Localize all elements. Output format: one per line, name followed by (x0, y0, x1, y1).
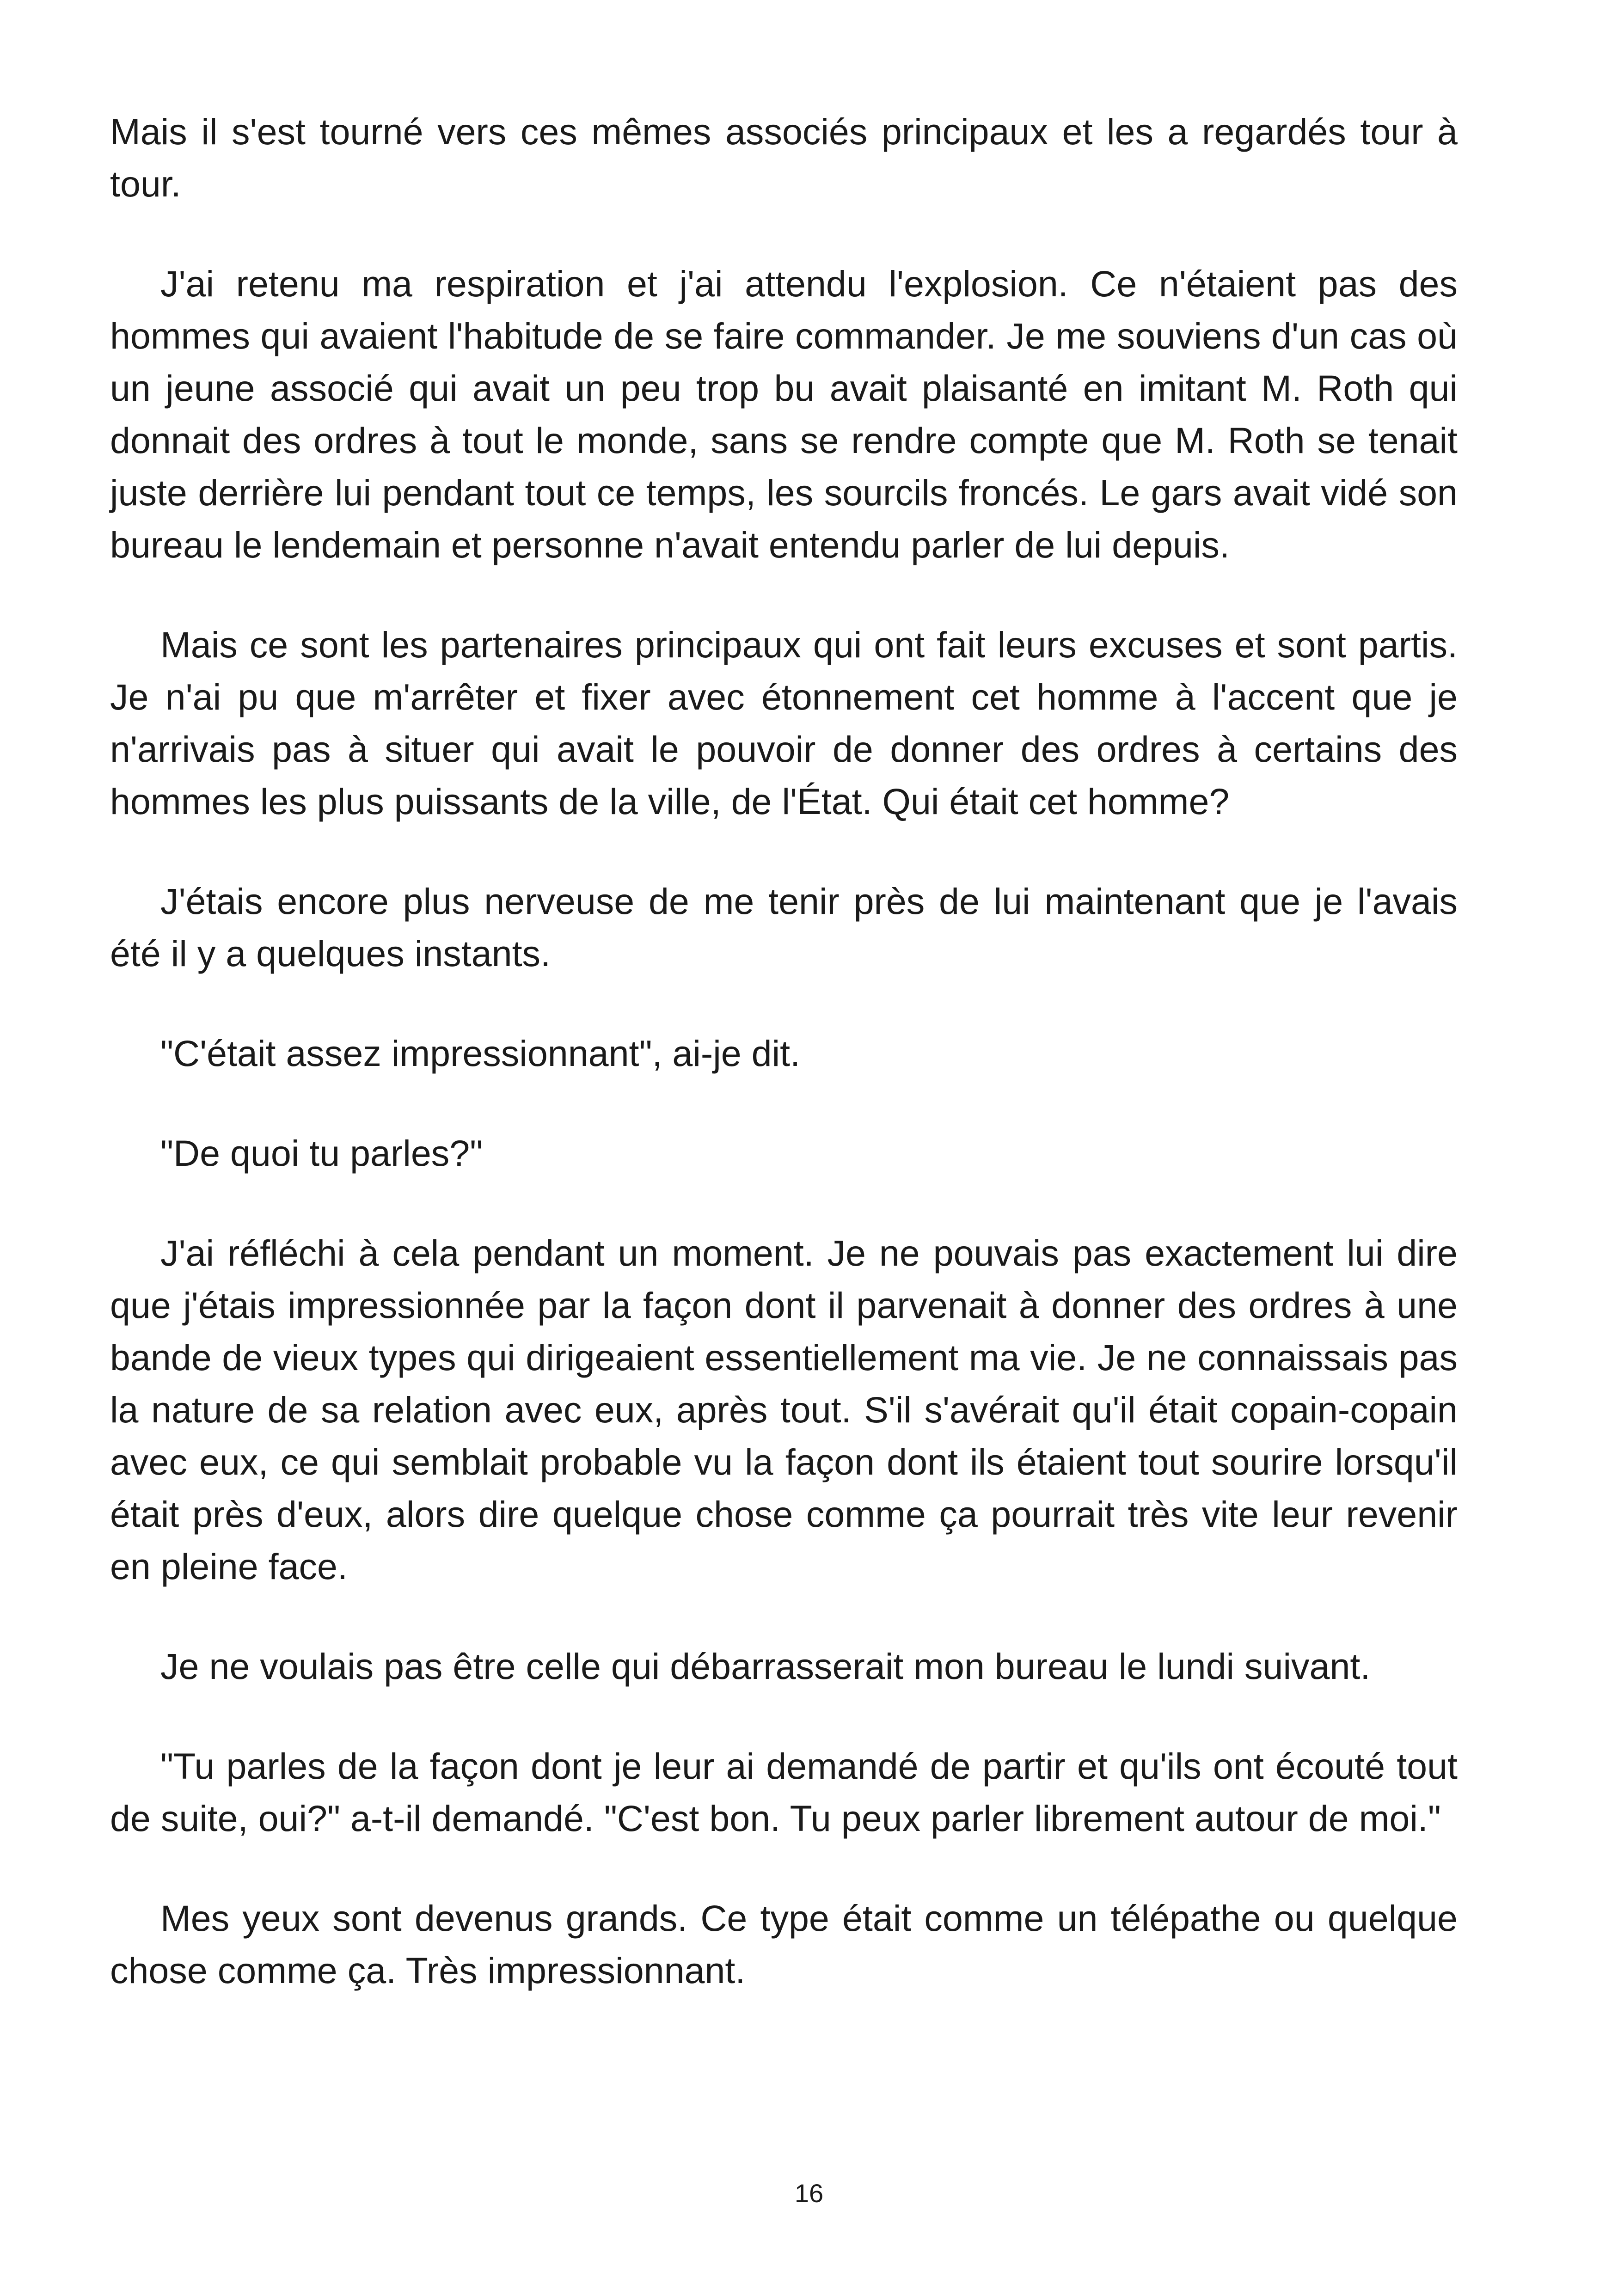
paragraph-10: Mes yeux sont devenus grands. Ce type était comme un télépathe ou quelque chose comme ça. Très impressionnant. (110, 1898, 1458, 1991)
paragraph-2: J'ai retenu ma respiration et j'ai attendu l'explosion. Ce n'étaient pas des hommes qui avaient l'habitude de se faire commander. Je me souviens d'un cas où un jeune associé qui avait un peu trop bu avait plaisanté en imitant M. Roth qui donnait des ordres à tout le monde, sans se rendre compte que M. Roth se tenait juste derrière lui pendant tout ce temps, les sourcils froncés. Le gars avait vidé son bureau le lendemain et personne n'avait entendu parler de lui depuis. (110, 263, 1458, 565)
page-number: 16 (794, 2179, 824, 2208)
paragraph-3: Mais ce sont les partenaires principaux qui ont fait leurs excuses et sont partis. Je n'ai pu que m'arrêter et fixer avec étonnement cet homme à l'accent que je n'arrivais pas à situer qui avait le pouvoir de donner des ordres à certains des hommes les plus puissants de la ville, de l'État. Qui était cet homme? (110, 624, 1458, 822)
paragraph-5: "C'était assez impressionnant", ai-je dit. (160, 1033, 801, 1074)
paragraph-6: "De quoi tu parles?" (160, 1133, 483, 1174)
paragraph-4: J'étais encore plus nerveuse de me tenir près de lui maintenant que je l'avais été il y a quelques instants. (110, 881, 1458, 974)
paragraph-7: J'ai réfléchi à cela pendant un moment. Je ne pouvais pas exactement lui dire que j'étais impressionnée par la façon dont il parvenait à donner des ordres à une bande de vieux types qui dirigeaient essentiellement ma vie. Je ne connaissais pas la nature de sa relation avec eux, après tout. S'il s'avérait qu'il était copain-copain avec eux, ce qui semblait probable vu la façon dont ils étaient tout sourire lorsqu'il était près d'eux, alors dire quelque chose comme ça pourrait très vite leur revenir en pleine face. (110, 1232, 1458, 1587)
body-text (110, 105, 1458, 2044)
paragraph-9: "Tu parles de la façon dont je leur ai demandé de partir et qu'ils ont écouté tout de suite, oui?" a-t-il demandé. "C'est bon. Tu peux parler librement autour de moi." (110, 1745, 1458, 1839)
paragraph-1: Mais il s'est tourné vers ces mêmes associés principaux et les a regardés tour à tour. (110, 111, 1458, 204)
paragraph-8: Je ne voulais pas être celle qui débarrasserait mon bureau le lundi suivant. (160, 1646, 1371, 1687)
